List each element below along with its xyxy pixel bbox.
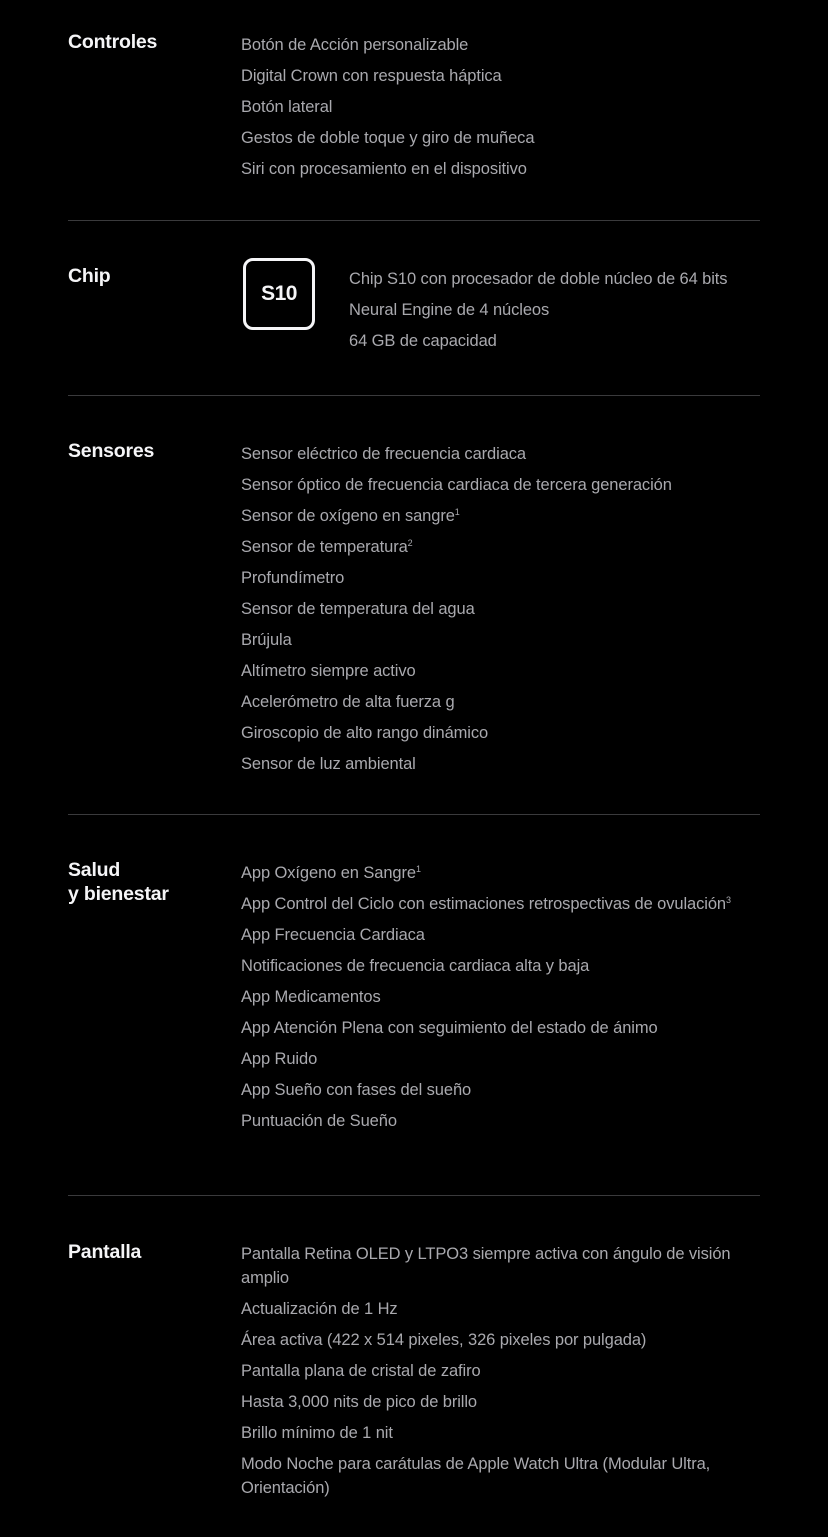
footnote-marker[interactable]: 1 bbox=[415, 864, 421, 874]
footnote-marker[interactable]: 3 bbox=[726, 895, 731, 905]
list-item: Botón de Acción personalizable bbox=[241, 36, 469, 54]
list-item: Acelerómetro de alta fuerza g bbox=[241, 693, 455, 711]
list-item: Hasta 3,000 nits de pico de brillo bbox=[241, 1393, 477, 1411]
list-item: Chip S10 con procesador de doble núcleo de 64 bits bbox=[349, 270, 728, 288]
divider bbox=[68, 814, 760, 815]
list-item: Giroscopio de alto rango dinámico bbox=[241, 724, 489, 742]
divider bbox=[68, 395, 760, 396]
list-item: Botón lateral bbox=[241, 98, 333, 116]
list-item: Siri con procesamiento en el dispositivo bbox=[241, 160, 527, 178]
list-item: App Atención Plena con seguimiento del estado de ánimo bbox=[241, 1019, 658, 1037]
list-item-text: Sensor de temperatura bbox=[241, 538, 408, 556]
list-item bbox=[241, 861, 760, 885]
list-item: Sensor eléctrico de frecuencia cardiaca bbox=[241, 445, 527, 463]
list-item: Pantalla plana de cristal de zafiro bbox=[241, 1362, 481, 1380]
list-item-text: App Oxígeno en Sangre bbox=[241, 864, 416, 882]
list-item: Notificaciones de frecuencia cardiaca alta y baja bbox=[241, 957, 590, 975]
list-item: App Medicamentos bbox=[241, 988, 381, 1006]
list-item: Actualización de 1 Hz bbox=[241, 1300, 398, 1318]
list-item: 64 GB de capacidad bbox=[349, 332, 497, 350]
section-title-chip: Chip bbox=[68, 265, 111, 287]
footnote-marker[interactable]: 2 bbox=[407, 538, 413, 548]
list-item: Modo Noche para carátulas de Apple Watch Ultra (Modular Ultra, Orientación) bbox=[241, 1455, 711, 1497]
list-item: Altímetro siempre activo bbox=[241, 662, 416, 680]
list-item: Área activa (422 x 514 pixeles, 326 pixeles por pulgada) bbox=[241, 1331, 647, 1349]
divider bbox=[68, 1195, 760, 1196]
list-item: Neural Engine de 4 núcleos bbox=[349, 301, 550, 319]
chip-s10-icon: S10 bbox=[243, 258, 315, 330]
controles-list bbox=[241, 33, 760, 188]
pantalla-list bbox=[241, 1242, 760, 1507]
list-item: App Ruido bbox=[241, 1050, 318, 1068]
section-title-line: Salud bbox=[68, 859, 121, 881]
list-item: Brillo mínimo de 1 nit bbox=[241, 1424, 393, 1442]
section-title-controles: Controles bbox=[68, 31, 158, 53]
sensores-list bbox=[241, 442, 760, 783]
list-item: Digital Crown con respuesta háptica bbox=[241, 67, 502, 85]
list-item: App Frecuencia Cardiaca bbox=[241, 926, 425, 944]
divider bbox=[68, 220, 760, 221]
list-item: Puntuación de Sueño bbox=[241, 1112, 397, 1130]
chip-list bbox=[349, 267, 760, 360]
section-title-salud bbox=[68, 858, 238, 906]
section-title-sensores: Sensores bbox=[68, 440, 155, 462]
list-item: Brújula bbox=[241, 631, 292, 649]
list-item: Pantalla Retina OLED y LTPO3 siempre activa con ángulo de visión amplio bbox=[241, 1245, 731, 1287]
section-title-line: y bienestar bbox=[68, 883, 169, 905]
list-item-text: Sensor de oxígeno en sangre bbox=[241, 507, 455, 525]
list-item: Gestos de doble toque y giro de muñeca bbox=[241, 129, 535, 147]
salud-list bbox=[241, 861, 760, 1140]
list-item bbox=[241, 535, 760, 559]
list-item: App Sueño con fases del sueño bbox=[241, 1081, 472, 1099]
footnote-marker[interactable]: 1 bbox=[454, 507, 460, 517]
list-item: Sensor de luz ambiental bbox=[241, 755, 416, 773]
list-item: Sensor óptico de frecuencia cardiaca de tercera generación bbox=[241, 476, 672, 494]
list-item-text: App Control del Ciclo con estimaciones retrospectivas de ovulación bbox=[241, 895, 726, 913]
list-item bbox=[241, 892, 760, 916]
list-item: Profundímetro bbox=[241, 569, 345, 587]
list-item: Sensor de temperatura del agua bbox=[241, 600, 475, 618]
list-item bbox=[241, 504, 760, 528]
section-title-pantalla: Pantalla bbox=[68, 1241, 142, 1263]
